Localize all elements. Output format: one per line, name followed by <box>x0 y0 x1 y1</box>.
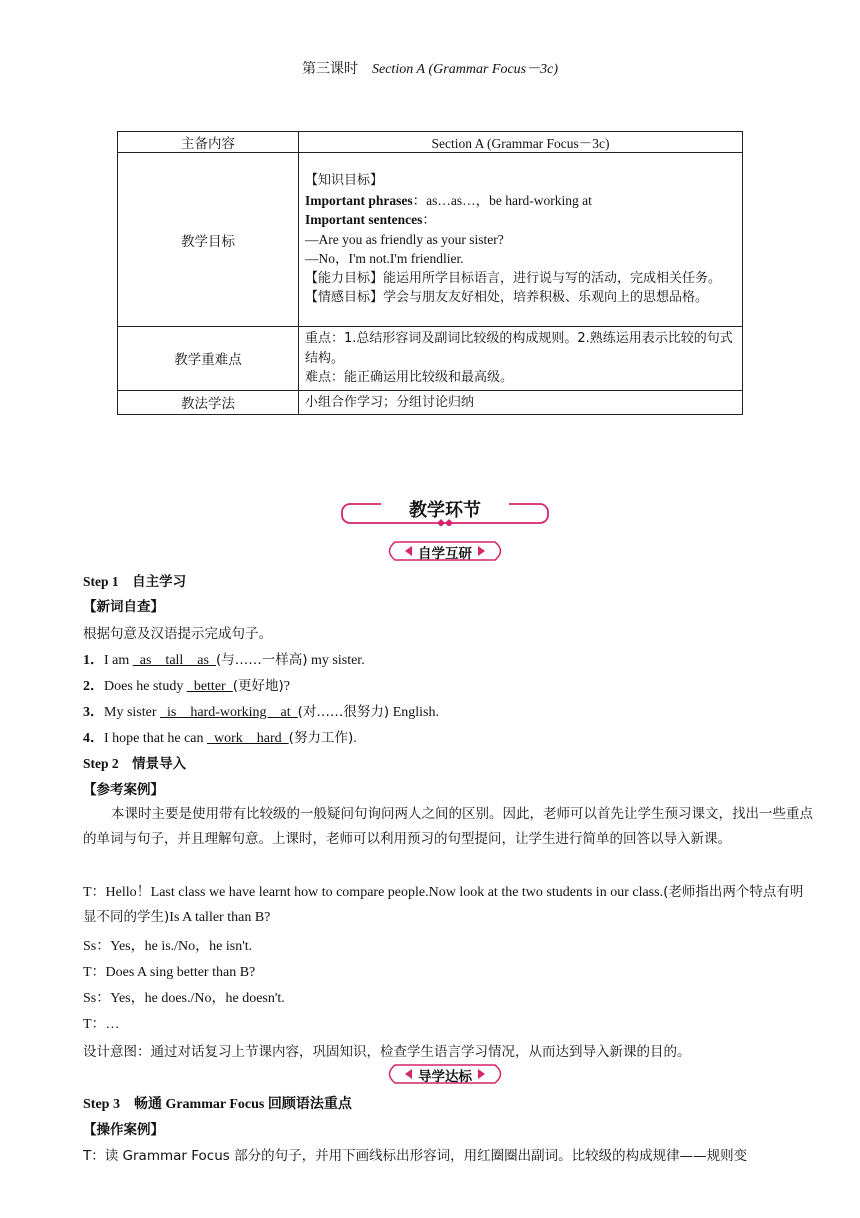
answer-blank: better <box>186 679 233 694</box>
item-text: I am <box>104 653 133 668</box>
table-row <box>118 390 743 415</box>
intro-paragraph: 本课时主要是使用带有比较级的一般疑问句询问两人之间的区别。因此，老师可以首先让学生预习课文，找出一些重点的单词与句子，并且理解句意。上课时，老师可以利用预习的句型提问，让学生进行简单的回答以导入新课。 <box>83 806 813 847</box>
item-number: 4． <box>83 731 104 746</box>
table-header-label: 主备内容 <box>118 132 299 153</box>
reference-case-heading: 【参考案例】 <box>83 782 164 798</box>
dialogue-text: T：Hello！Last class we have learnt how to compare people.Now look at the two students in our class. <box>83 885 664 900</box>
tag-guided-learning-label: 导学达标 <box>418 1069 472 1085</box>
item-text-end: English. <box>389 705 439 720</box>
item-hint: (努力工作) <box>288 730 354 746</box>
item-number: 1． <box>83 653 104 668</box>
page-title <box>0 58 860 78</box>
item-number: 3． <box>83 705 104 720</box>
answer-blank: as tall as <box>132 653 216 668</box>
difficult-points: 难点：能正确运用比较级和最高级。 <box>305 370 514 385</box>
item-text: My sister <box>104 705 160 720</box>
row-label-keypoints: 教学重难点 <box>118 327 299 391</box>
goal-phrases: Important phrases：as…as…，be hard-working at <box>305 192 592 208</box>
item-text-end: . <box>353 731 357 746</box>
step1-heading: Step 1 自主学习 <box>83 574 187 590</box>
dialogue-t2: T：Does A sing better than B? <box>83 965 256 980</box>
dialogue-question: Is A taller than B? <box>169 910 271 925</box>
table-header-row <box>118 132 743 153</box>
exercise-instruction: 根据句意及汉语提示完成句子。 <box>83 626 272 642</box>
item-number: 2． <box>83 679 104 694</box>
exercise-item-3 <box>83 700 813 721</box>
lesson-plan-table <box>117 131 743 415</box>
step2-heading: Step 2 情景导入 <box>83 756 187 772</box>
section-name: Section A <box>372 62 426 77</box>
key-points: 重点：1.总结形容词及副词比较级的构成规则。2.熟练运用表示比较的句式结构。 <box>305 331 733 366</box>
item-text: Does he study <box>104 679 187 694</box>
item-text-end: ? <box>283 679 290 694</box>
exercise-item-2 <box>83 674 813 695</box>
dialogue-s2: Ss：Yes，he does./No，he doesn't. <box>83 991 285 1006</box>
step3-text: Step 3 畅通 Grammar Focus 回顾语法重点 <box>83 1097 352 1112</box>
item-hint: (对……很努力) <box>297 704 390 720</box>
step3-heading <box>83 1093 813 1113</box>
row-value-keypoints <box>299 327 743 391</box>
dialogue-s1: Ss：Yes，he is./No，he isn't. <box>83 939 253 954</box>
item-hint: (更好地) <box>232 678 284 694</box>
tag-guided-learning <box>383 1064 507 1084</box>
dialogue-t3: T：… <box>83 1017 120 1032</box>
tag-self-study <box>383 541 507 561</box>
goal-knowledge-title: 【知识目标】 <box>305 173 384 189</box>
section-paren: (Grammar Focus－3c) <box>428 62 558 77</box>
answer-blank: is hard-working at <box>160 705 298 720</box>
row-value-methods: 小组合作学习；分组讨论归纳 <box>299 390 743 415</box>
row-label-methods: 教法学法 <box>118 390 299 415</box>
new-words-heading: 【新词自查】 <box>83 599 164 615</box>
goal-sentence-2: —No，I'm not.I'm friendlier. <box>305 251 464 267</box>
table-row <box>118 153 743 327</box>
dialogue-note: (老师指出两个特点有明显不同的学生) <box>83 884 804 925</box>
answer-blank: work hard <box>207 731 289 746</box>
row-label-goals: 教学目标 <box>118 153 299 327</box>
dialogue-t1 <box>83 880 813 930</box>
goal-sentences-label: Important sentences： <box>305 212 436 228</box>
operation-case-heading: 【操作案例】 <box>83 1122 164 1138</box>
table-header-value: Section A (Grammar Focus－3c) <box>299 132 743 153</box>
table-row <box>118 327 743 391</box>
operation-text: T：读 Grammar Focus 部分的句子，并用下画线标出形容词，用红圈圈出副词。比较级的构成规律——规则变 <box>83 1148 748 1164</box>
item-text: I hope that he can <box>104 731 208 746</box>
section-banner <box>341 494 549 524</box>
goal-emotion: 【情感目标】学会与朋友友好相处，培养积极、乐观向上的思想品格。 <box>305 290 709 306</box>
row-value-goals <box>299 153 743 327</box>
item-text-end: my sister. <box>307 653 365 668</box>
lesson-number: 第三课时 <box>302 62 358 77</box>
exercise-item-4 <box>83 726 813 747</box>
tag-self-study-label: 自学互研 <box>418 546 472 562</box>
design-intent: 设计意图：通过对话复习上节课内容，巩固知识，检查学生语言学习情况，从而达到导入新课的目的。 <box>83 1044 691 1060</box>
exercise-item-1 <box>83 648 813 669</box>
banner-title: 教学环节 <box>409 500 481 521</box>
goal-sentence-1: —Are you as friendly as your sister? <box>305 231 504 247</box>
item-hint: (与……一样高) <box>215 652 308 668</box>
goal-ability: 【能力目标】能运用所学目标语言，进行说与写的活动，完成相关任务。 <box>305 270 722 286</box>
